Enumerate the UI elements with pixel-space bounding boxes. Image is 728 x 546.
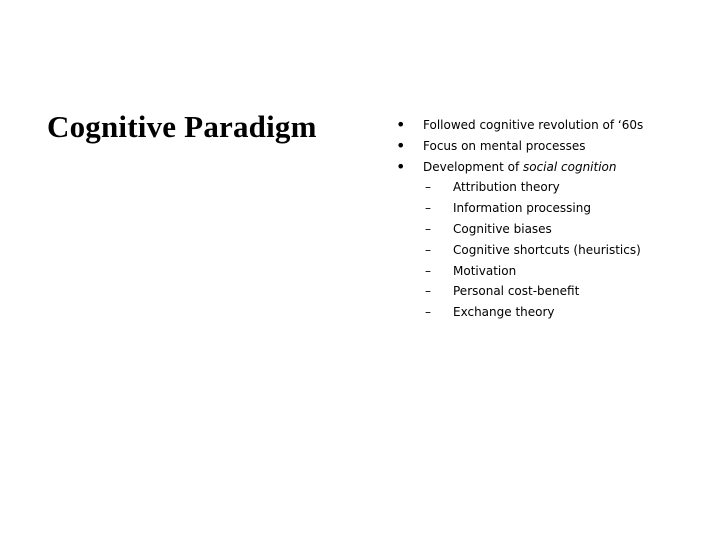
bullet-marker: • xyxy=(396,156,406,176)
slide-title: Cognitive Paradigm xyxy=(47,109,317,144)
bullet-text: Followed cognitive revolution of ‘60s xyxy=(423,118,644,132)
sub-bullet-item xyxy=(396,177,716,198)
sub-bullet-text: Cognitive biases xyxy=(453,221,552,236)
bullet-list xyxy=(396,115,716,323)
sub-bullet-item xyxy=(396,240,716,261)
bullet-item xyxy=(396,157,716,178)
sub-bullet-marker: – xyxy=(425,305,431,320)
sub-bullet-item xyxy=(396,261,716,282)
sub-bullet-text: Exchange theory xyxy=(453,305,555,320)
sub-bullet-text: Motivation xyxy=(453,263,517,278)
sub-bullet-text: Information processing xyxy=(453,201,591,216)
sub-bullet-marker: – xyxy=(425,201,431,216)
bullet-text: Focus on mental processes xyxy=(423,138,586,153)
sub-bullet-marker: – xyxy=(425,263,431,278)
sub-bullet-item xyxy=(396,198,716,219)
sub-bullet-marker: – xyxy=(425,221,431,236)
sub-bullet-item xyxy=(396,219,716,240)
bullet-marker: • xyxy=(396,135,406,155)
sub-bullet-text: Attribution theory xyxy=(453,180,560,195)
bullet-item xyxy=(396,115,716,136)
sub-bullet-marker: – xyxy=(425,242,431,257)
sub-bullet-text: Personal cost-benefit xyxy=(453,284,580,299)
bullet-emphasis: social cognition xyxy=(522,159,617,174)
sub-bullet-text: Cognitive shortcuts (heuristics) xyxy=(453,242,641,257)
bullet-item xyxy=(396,136,716,157)
sub-bullet-marker: – xyxy=(425,284,431,299)
sub-bullet-item xyxy=(396,281,716,302)
bullet-marker: • xyxy=(396,115,406,134)
sub-bullet-marker: – xyxy=(425,180,431,195)
bullet-text: Development of xyxy=(423,159,523,174)
sub-bullet-item xyxy=(396,302,716,323)
